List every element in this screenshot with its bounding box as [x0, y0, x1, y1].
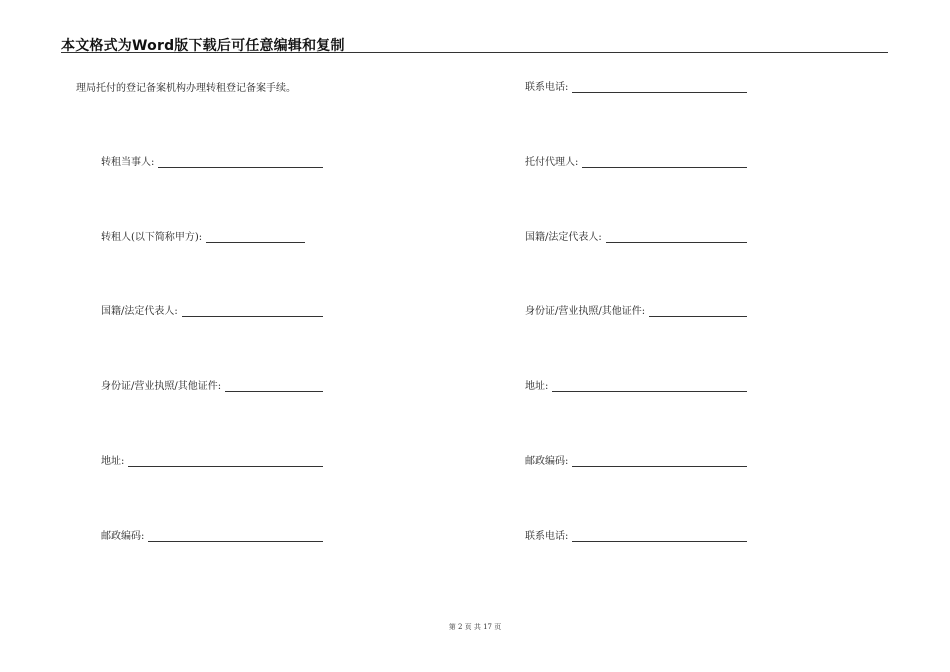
fill-in-line — [572, 531, 747, 542]
intro-paragraph: 理局托付的登记备案机构办理转租登记备案手续。 — [76, 83, 296, 94]
fill-in-line — [182, 306, 323, 317]
fill-in-line — [225, 381, 323, 392]
field-label: 邮政编码: — [525, 456, 569, 467]
left-field-postcode — [101, 528, 323, 542]
right-field-agent — [525, 154, 747, 168]
left-field-id — [101, 378, 323, 392]
fill-in-line — [552, 381, 747, 392]
field-label: 地址: — [101, 456, 125, 467]
field-label: 身份证/营业执照/其他证件: — [101, 381, 222, 392]
fill-in-line — [572, 456, 747, 467]
right-field-nationality — [525, 229, 747, 243]
fill-in-line — [572, 82, 747, 93]
field-label: 托付代理人: — [525, 157, 579, 168]
field-label: 转租当事人: — [101, 157, 155, 168]
fill-in-line — [582, 157, 747, 168]
fill-in-line — [148, 531, 323, 542]
fill-in-line — [206, 232, 305, 243]
field-label: 国籍/法定代表人: — [525, 232, 602, 243]
field-label: 联系电话: — [525, 82, 569, 93]
right-field-id — [525, 303, 747, 317]
document-header-title: 本文格式为Word版下载后可任意编辑和复制 — [61, 38, 345, 54]
field-label: 转租人(以下简称甲方): — [101, 232, 203, 243]
fill-in-line — [649, 306, 747, 317]
right-field-phone-2 — [525, 528, 747, 542]
field-label: 国籍/法定代表人: — [101, 306, 178, 317]
right-field-address — [525, 378, 747, 392]
field-label: 联系电话: — [525, 531, 569, 542]
left-field-nationality — [101, 303, 323, 317]
field-label: 地址: — [525, 381, 549, 392]
fill-in-line — [606, 232, 747, 243]
left-field-parties — [101, 154, 323, 168]
field-label: 邮政编码: — [101, 531, 145, 542]
fill-in-line — [128, 456, 323, 467]
left-field-sublessor — [101, 229, 305, 243]
field-label: 身份证/营业执照/其他证件: — [525, 306, 646, 317]
right-field-postcode — [525, 453, 747, 467]
right-field-phone-1 — [525, 79, 747, 93]
header-divider — [61, 52, 888, 53]
page-number-footer: 第 2 页 共 17 页 — [448, 623, 502, 631]
left-field-address — [101, 453, 323, 467]
fill-in-line — [158, 157, 323, 168]
